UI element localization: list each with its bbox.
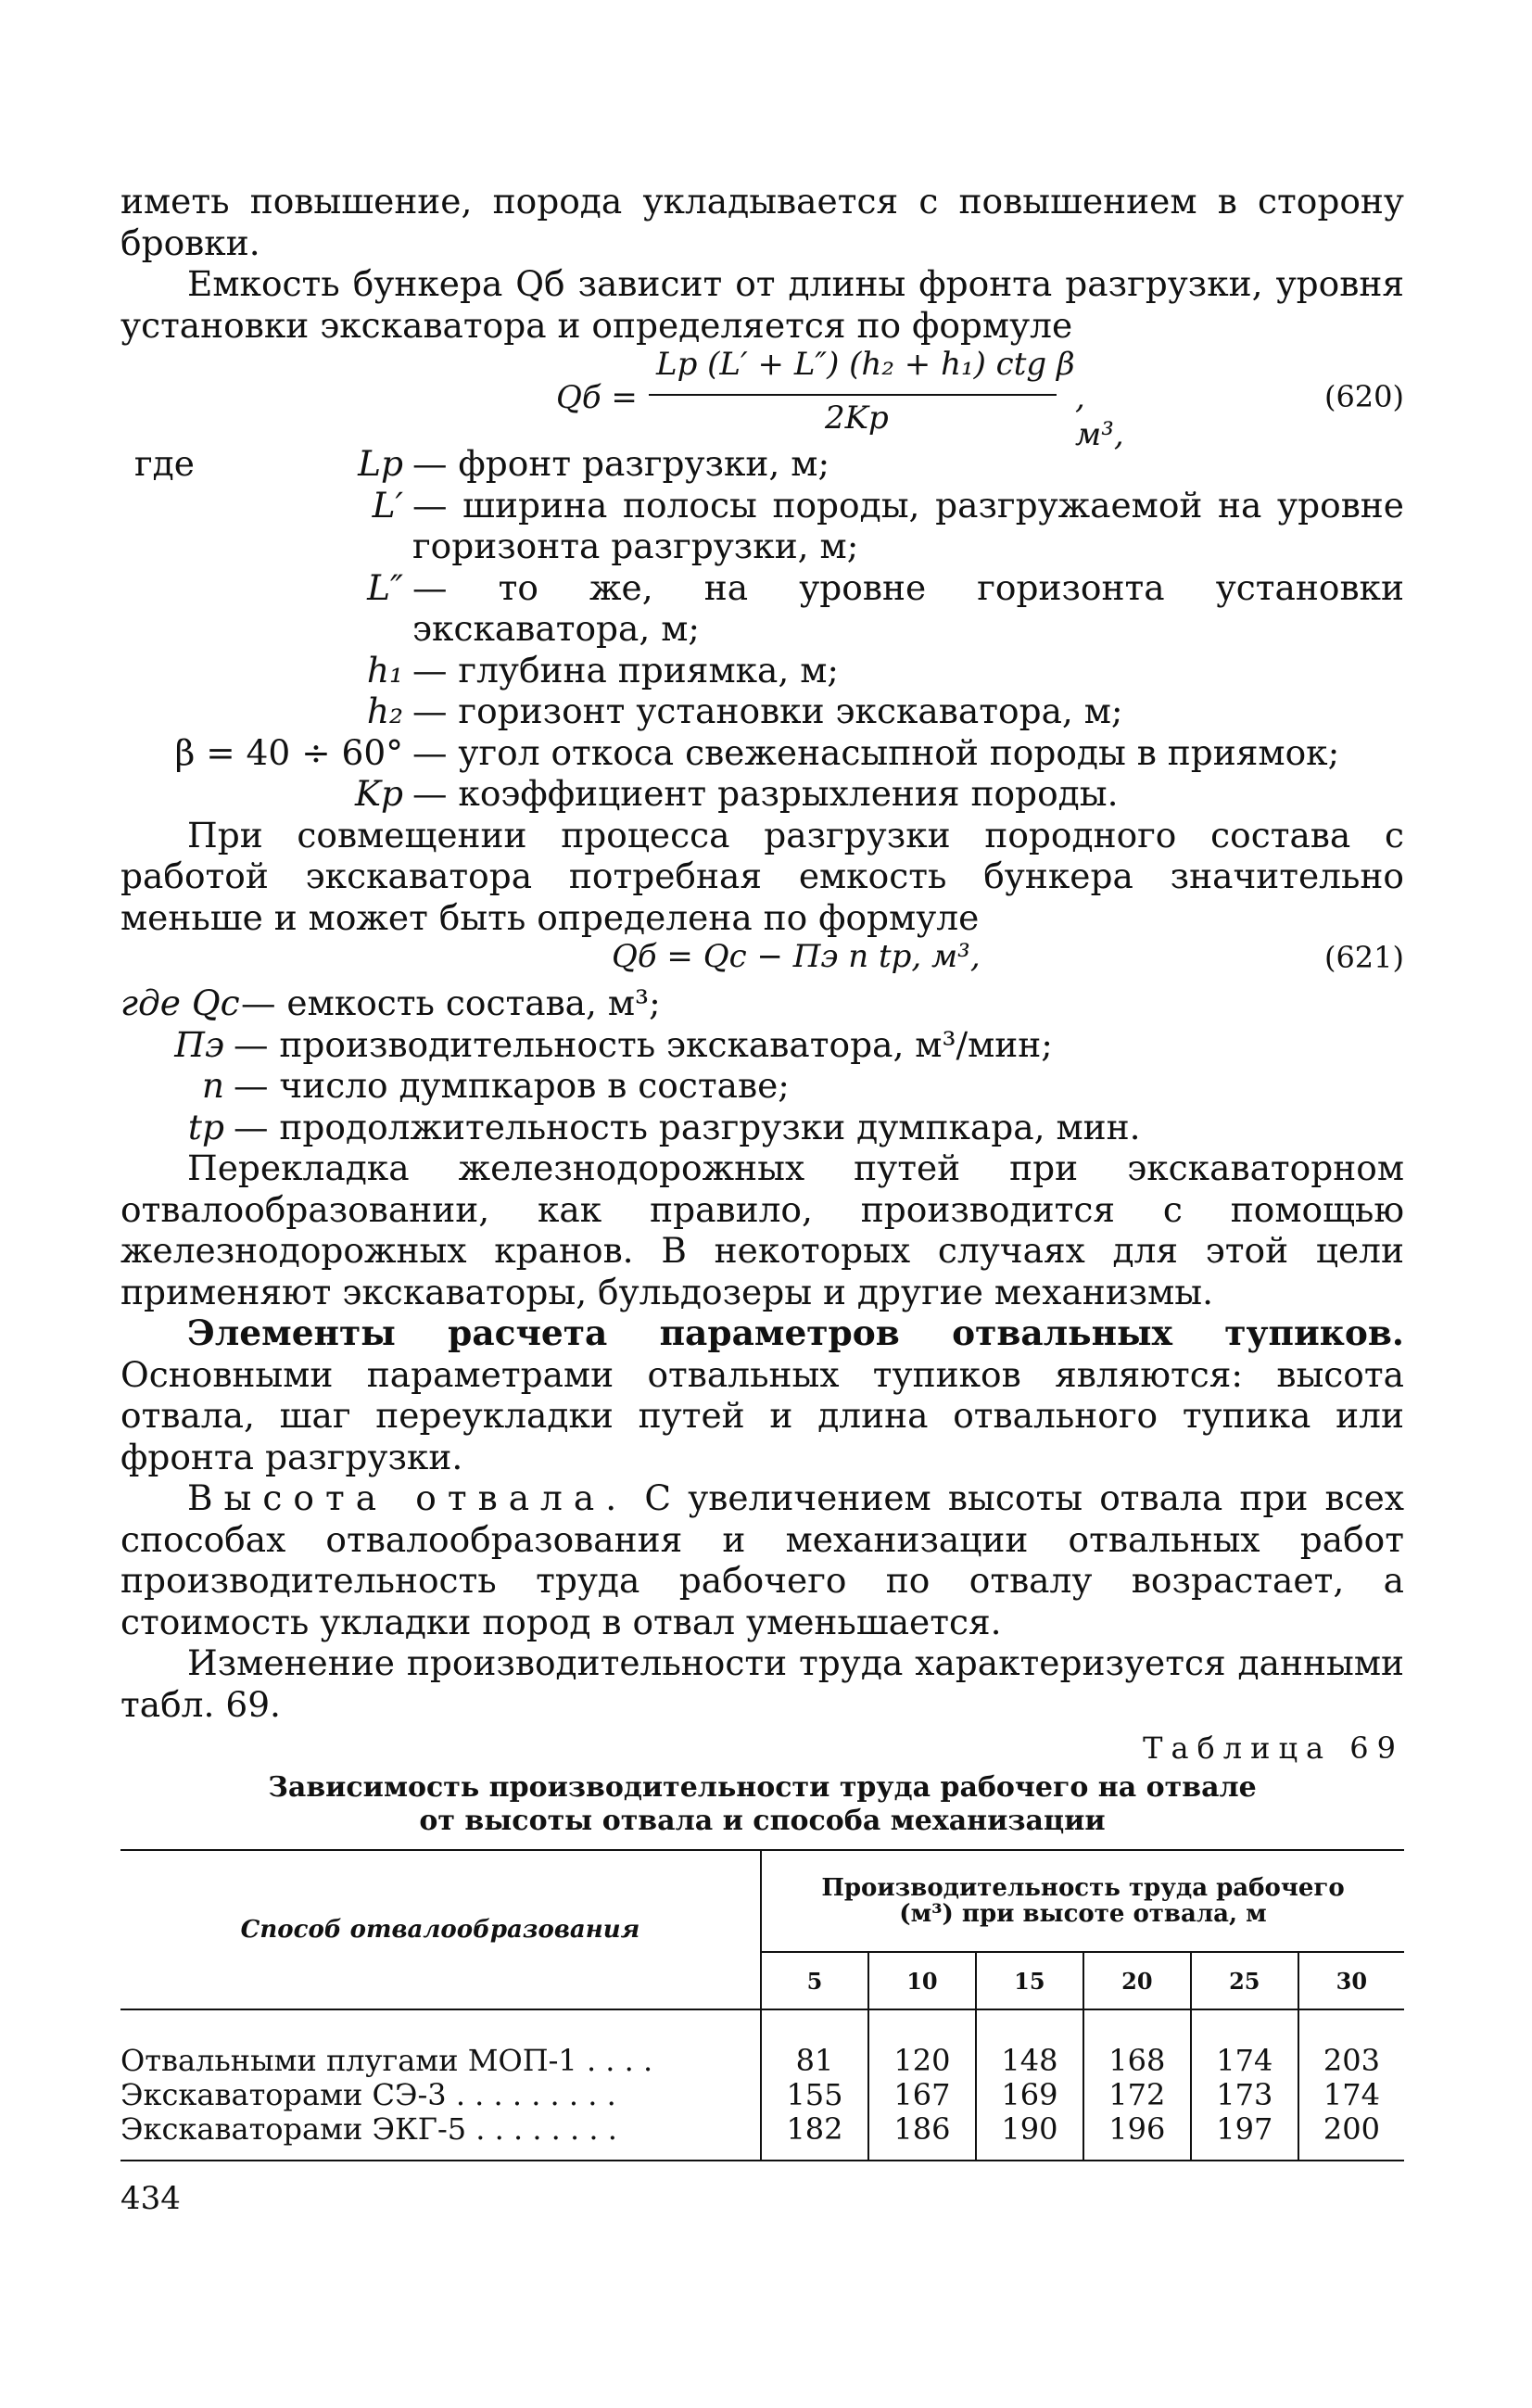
- definition-row: [120, 982, 1404, 1024]
- definitions-621: [120, 982, 1404, 1147]
- definition-text: — угол откоса свеженасыпной породы в приямок;: [412, 731, 1340, 773]
- definition-row: [120, 485, 1404, 567]
- formula-621-expression: Qб = Qс − Пэ n tр, м³,: [612, 938, 981, 975]
- formula-620-lhs: Qб =: [556, 379, 638, 416]
- formula-620-denominator: 2Kр: [825, 399, 889, 437]
- definition-row: [120, 650, 1404, 691]
- column-header-height: 15: [976, 1952, 1083, 2009]
- definition-symbol: h₁: [366, 649, 403, 691]
- paragraph-5-heading: Элементы расчета параметров отвальных тупиков.: [187, 1312, 1404, 1353]
- table-cell: 155: [786, 2077, 843, 2112]
- table-cell: 148: [1001, 2043, 1058, 2078]
- definition-row: [120, 1024, 1404, 1066]
- table-cell: 203: [1323, 2043, 1380, 2078]
- table-cell: 81: [795, 2043, 834, 2078]
- fraction-bar: [649, 394, 1057, 396]
- definition-symbol: Пэ: [174, 1023, 224, 1065]
- table-cell: 182: [786, 2111, 843, 2147]
- definition-row: [120, 691, 1404, 732]
- where-label: где: [134, 443, 195, 484]
- column-header-method: Способ отвалообразования: [120, 1850, 761, 2009]
- definition-text: — то же, на уровне горизонта установки экскаватора, м;: [412, 566, 1404, 649]
- table-cell: 169: [1001, 2077, 1058, 2112]
- definition-row: [120, 1065, 1404, 1107]
- table-cell: 196: [1108, 2111, 1166, 2147]
- column-header-height: 5: [761, 1952, 868, 2009]
- definition-text: — глубина приямка, м;: [412, 649, 840, 691]
- column-header-height: 25: [1191, 1952, 1298, 2009]
- definition-symbol: Lр: [358, 443, 403, 484]
- value-column: [1083, 2009, 1191, 2161]
- table-cell: Отвальными плугами МОП-1 . . . .: [120, 2043, 653, 2078]
- definition-symbol: L″: [367, 566, 403, 608]
- page-body: [120, 181, 1404, 2217]
- definition-text: — ширина полосы породы, разгружаемой на уровне горизонта разгрузки, м;: [412, 484, 1404, 566]
- table-cell: 200: [1323, 2111, 1380, 2147]
- paragraph-4: Перекладка железнодорожных путей при экскаваторном отвалообразовании, как правило, производится с помощью железнодорожных кранов. В некоторых случаях для этой цели применяют экскаваторы, бульдозеры и другие механизмы.: [120, 1147, 1404, 1312]
- definition-symbol: β = 40 ÷ 60°: [174, 731, 403, 773]
- table-cell: 190: [1001, 2111, 1058, 2147]
- formula-620: [120, 346, 1404, 453]
- paragraph-5-text: Основными параметрами отвальных тупиков являются: высота отвала, шаг переукладки путей и длина отвального тупика или фронта разгрузки.: [120, 1353, 1404, 1477]
- table-label: Таблица 69: [1143, 1730, 1404, 1766]
- table-cell: 172: [1108, 2077, 1166, 2112]
- value-column: [868, 2009, 976, 2161]
- definition-symbol: L′: [372, 484, 403, 526]
- table-title-line-2: от высоты отвала и способа механизации: [419, 1805, 1106, 1837]
- formula-621-number: (621): [1323, 940, 1404, 975]
- table-cell: 174: [1216, 2043, 1273, 2078]
- value-column: [1298, 2009, 1404, 2161]
- definitions-620: [120, 443, 1404, 815]
- table-cell: 167: [893, 2077, 951, 2112]
- formula-620-number: (620): [1323, 379, 1404, 414]
- definition-symbol: n: [201, 1065, 224, 1106]
- definition-row: [120, 732, 1404, 774]
- column-header-height: 20: [1083, 1952, 1191, 2009]
- paragraph-6: [120, 1477, 1404, 1642]
- column-header-height: 30: [1298, 1952, 1404, 2009]
- definition-text: — продолжительность разгрузки думпкара, мин.: [234, 1106, 1141, 1147]
- table-cell: Экскаваторами ЭКГ-5 . . . . . . . .: [120, 2111, 617, 2147]
- formula-621: [120, 938, 1404, 982]
- definition-symbol: tр: [187, 1106, 224, 1147]
- definition-symbol: где Qс: [120, 982, 240, 1023]
- value-column: [1191, 2009, 1298, 2161]
- paragraph-5: [120, 1312, 1404, 1477]
- definition-row: [120, 567, 1404, 650]
- definition-text: — производительность экскаватора, м³/мин;: [234, 1023, 1053, 1065]
- table-cell: 120: [893, 2043, 951, 2078]
- table-cell: 197: [1216, 2111, 1273, 2147]
- paragraph-6-heading: Высота отвала.: [187, 1477, 628, 1518]
- table-title-line-1: Зависимость производительности труда рабочего на отвале: [268, 1771, 1257, 1804]
- value-column: [976, 2009, 1083, 2161]
- definition-row: [120, 443, 1404, 485]
- table-cell: 168: [1108, 2043, 1166, 2078]
- formula-620-numerator: Lр (L′ + L″) (h₂ + h₁) ctg β: [656, 346, 1075, 383]
- paragraph-6-text: С увеличением высоты отвала при всех способах отвалообразования и механизации отвальных работ производительность труда рабочего по отвалу возрастает, а стоимость укладки пород в отвал уменьшается.: [120, 1477, 1404, 1642]
- table-cell: 174: [1323, 2077, 1380, 2112]
- definition-row: [120, 1107, 1404, 1148]
- definition-text: — фронт разгрузки, м;: [412, 443, 830, 484]
- table-cell: 186: [893, 2111, 951, 2147]
- table-body: [120, 2009, 1404, 2161]
- paragraph-3: При совмещении процесса разгрузки породного состава с работой экскаватора потребная емкость бункера значительно меньше и может быть определена по формуле: [120, 814, 1404, 938]
- definition-symbol: Kр: [354, 773, 403, 814]
- definition-row: [120, 773, 1404, 815]
- definition-symbol: h₂: [366, 691, 403, 731]
- method-cells: [120, 2009, 761, 2161]
- formula-620-unit: , м³,: [1075, 379, 1124, 453]
- page-number: 434: [120, 2180, 181, 2217]
- column-header-group: Производительность труда рабочего (м³) при высоте отвала, м: [761, 1850, 1404, 1952]
- value-column: [761, 2009, 868, 2161]
- definition-text: — емкость состава, м³;: [241, 982, 661, 1023]
- definition-text: — число думпкаров в составе;: [234, 1065, 790, 1106]
- definition-text: — горизонт установки экскаватора, м;: [412, 691, 1123, 731]
- table-cell: 173: [1216, 2077, 1273, 2112]
- column-header-height: 10: [868, 1952, 976, 2009]
- data-table: [120, 1849, 1404, 2161]
- paragraph-7: Изменение производительности труда характеризуется данными табл. 69.: [120, 1642, 1404, 1725]
- table-cell: Экскаваторами СЭ-3 . . . . . . . . .: [120, 2077, 616, 2112]
- table-title: [120, 1771, 1404, 1838]
- paragraph-2: Емкость бункера Qб зависит от длины фронта разгрузки, уровня установки экскаватора и определяется по формуле: [120, 263, 1404, 346]
- definition-text: — коэффициент разрыхления породы.: [412, 773, 1119, 814]
- paragraph-1: иметь повышение, порода укладывается с повышением в сторону бровки.: [120, 181, 1404, 263]
